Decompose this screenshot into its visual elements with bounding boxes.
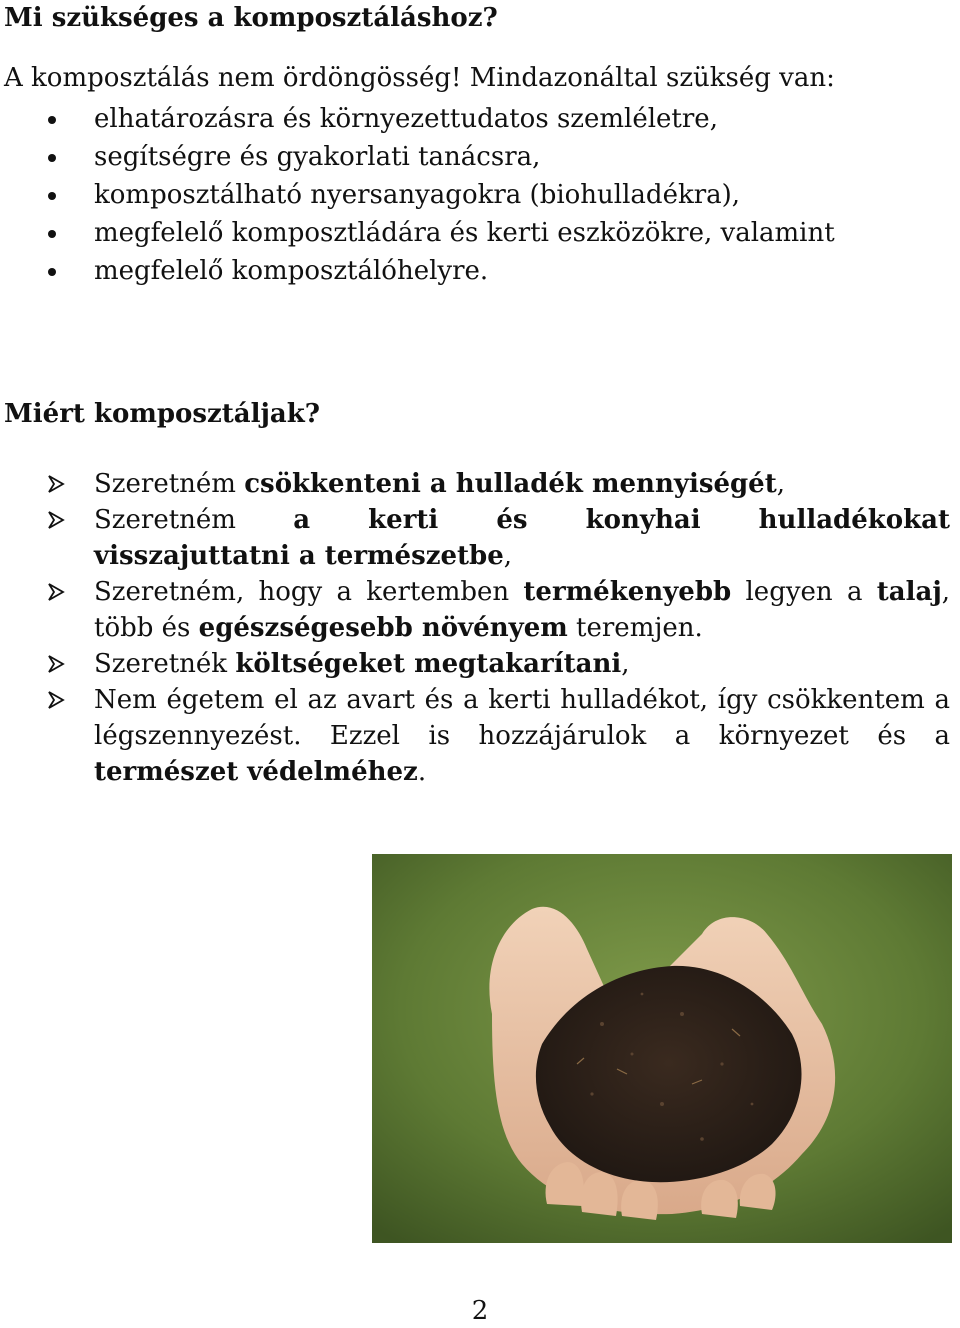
arrow-bullet-icon bbox=[46, 474, 66, 494]
compost-hands-photo bbox=[372, 854, 952, 1243]
list-item: segítségre és gyakorlati tanácsra, bbox=[0, 138, 950, 176]
list-item: Szeretném a kerti és konyhai hulladékokat visszajuttatni a természetbe, bbox=[0, 502, 950, 574]
section-title-why-compost: Miért komposztáljak? bbox=[4, 399, 320, 429]
list-item: megfelelő komposztálóhelyre. bbox=[0, 252, 950, 290]
page-number: 2 bbox=[471, 1296, 489, 1326]
bullet-icon bbox=[48, 116, 56, 124]
bullet-icon bbox=[48, 154, 56, 162]
list-item: Szeretnék költségeket megtakarítani, bbox=[0, 646, 950, 682]
arrow-bullet-icon bbox=[46, 654, 66, 674]
intro-text: A komposztálás nem ördöngösség! Mindazonáltal szükség van: bbox=[4, 63, 835, 93]
list-item: elhatározásra és környezettudatos szemléletre, bbox=[0, 100, 950, 138]
bullet-icon bbox=[48, 192, 56, 200]
arrow-bullet-icon bbox=[46, 690, 66, 710]
arrow-bullet-icon bbox=[46, 582, 66, 602]
section-title-what-needed: Mi szükséges a komposztáláshoz? bbox=[4, 3, 498, 33]
requirements-list bbox=[0, 100, 950, 290]
arrow-bullet-icon bbox=[46, 510, 66, 530]
list-item: megfelelő komposztládára és kerti eszközökre, valamint bbox=[0, 214, 950, 252]
list-item: komposztálható nyersanyagokra (biohulladékra), bbox=[0, 176, 950, 214]
list-item: Nem égetem el az avart és a kerti hulladékot, így csökkentem a légszennyezést. Ezzel is hozzájárulok a környezet és a természet védelméhez. bbox=[0, 682, 950, 790]
reasons-list bbox=[0, 466, 950, 790]
bullet-icon bbox=[48, 230, 56, 238]
list-item: Szeretném csökkenteni a hulladék mennyiségét, bbox=[0, 466, 950, 502]
bullet-icon bbox=[48, 268, 56, 276]
list-item: Szeretném, hogy a kertemben termékenyebb legyen a talaj, több és egészségesebb növényem teremjen. bbox=[0, 574, 950, 646]
